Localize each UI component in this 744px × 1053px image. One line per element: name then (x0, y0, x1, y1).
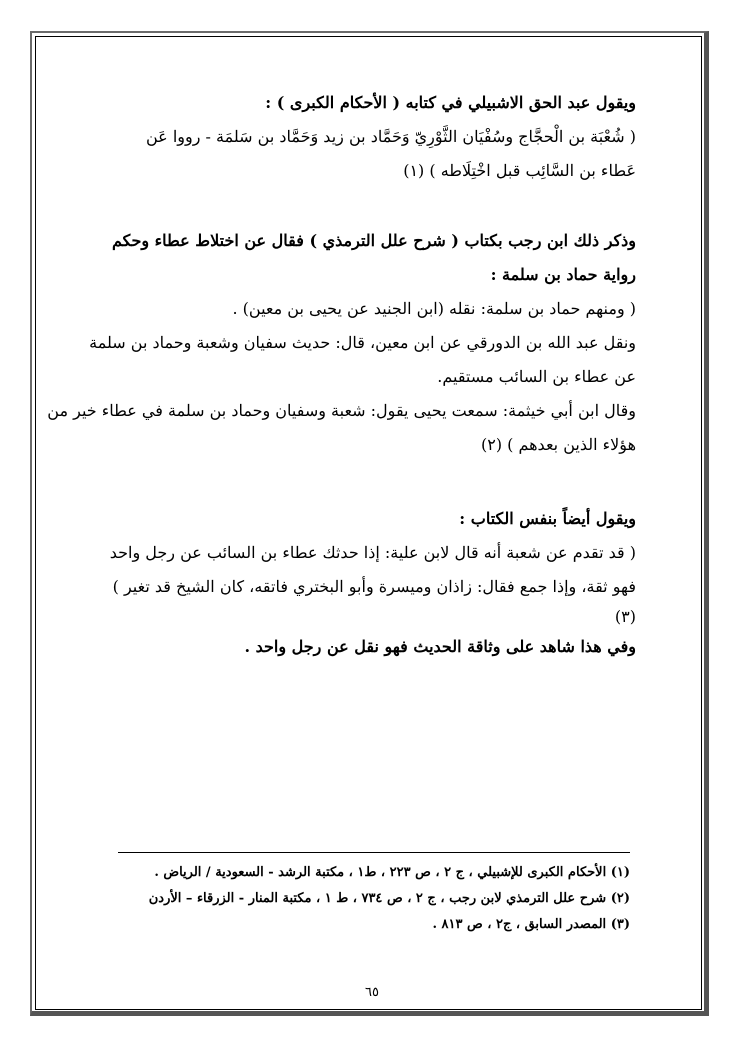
paragraph-1-line-1: ( شُعْبَة بن الْحجَّاج وسُفْيَان الثَّوْرِيّ وَحَمَّاد بن زيد وَحَمَّاد بن سَلمَة - رووا عَن (146, 127, 636, 146)
paragraph-3-line-1: ( قد تقدم عن شعبة أنه قال لابن علية: إذا حدثك عطاء بن السائب عن رجل واحد (109, 543, 636, 562)
paragraph-2-line-2: ونقل عبد الله بن الدورقي عن ابن معين، قال: حديث سفيان وشعبة وحماد بن سلمة (89, 333, 636, 352)
paragraph-1-line-2: عَطاء بن السَّائِب قبل اخْتِلَاطه ) (١) (403, 161, 636, 180)
paragraph-3 (108, 502, 636, 664)
footnotes (150, 860, 630, 938)
footnote-3: (٣) المصدر السابق ، ج٢ ، ص ٨١٣ . (432, 917, 630, 932)
page-number: ٦٥ (365, 985, 379, 1000)
paragraph-3-line-3: (٣) (614, 607, 636, 626)
page-body (47, 86, 636, 664)
paragraph-1-heading: ويقول عبد الحق الاشبيلي في كتابه ( الأحكام الكبرى ) : (265, 93, 636, 112)
paragraph-2-line-3: عن عطاء بن السائب مستقيم. (437, 367, 636, 386)
paragraph-2 (47, 224, 636, 462)
paragraph-3-line-2: فهو ثقة، وإذا جمع فقال: زاذان وميسرة وأبو البختري فاتقه، كان الشيخ قد تغير ) (112, 577, 636, 596)
footnote-separator (118, 852, 630, 853)
paragraph-2-line-1: ( ومنهم حماد بن سلمة: نقله (ابن الجنيد عن يحيى بن معين) . (232, 299, 636, 318)
paragraph-3-closing: وفي هذا شاهد على وثاقة الحديث فهو نقل عن رجل واحد . (244, 637, 636, 656)
paragraph-2-heading-line-1: وذكر ذلك ابن رجب بكتاب ( شرح علل الترمذي ) فقال عن اختلاط عطاء وحكم (111, 231, 636, 250)
paragraph-2-line-5: هؤلاء الذين بعدهم ) (٢) (480, 435, 636, 454)
paragraph-1 (108, 86, 636, 188)
paragraph-2-heading-line-2: رواية حماد بن سلمة : (490, 265, 636, 284)
paragraph-3-heading: ويقول أيضاً بنفس الكتاب : (459, 509, 636, 528)
footnote-1: (١) الأحكام الكبرى للإشبيلي ، ج ٢ ، ص ٢٢٣ ، ط١ ، مكتبة الرشد - السعودية / الرياض . (154, 865, 630, 880)
paragraph-2-line-4: وقال ابن أبي خيثمة: سمعت يحيى يقول: شعبة وسفيان وحماد بن سلمة في عطاء خير من (47, 401, 636, 420)
footnote-2: (٢) شرح علل الترمذي لابن رجب ، ج ٢ ، ص ٧٣٤ ، ط ١ ، مكتبة المنار - الزرقاء – الأردن (148, 891, 630, 906)
